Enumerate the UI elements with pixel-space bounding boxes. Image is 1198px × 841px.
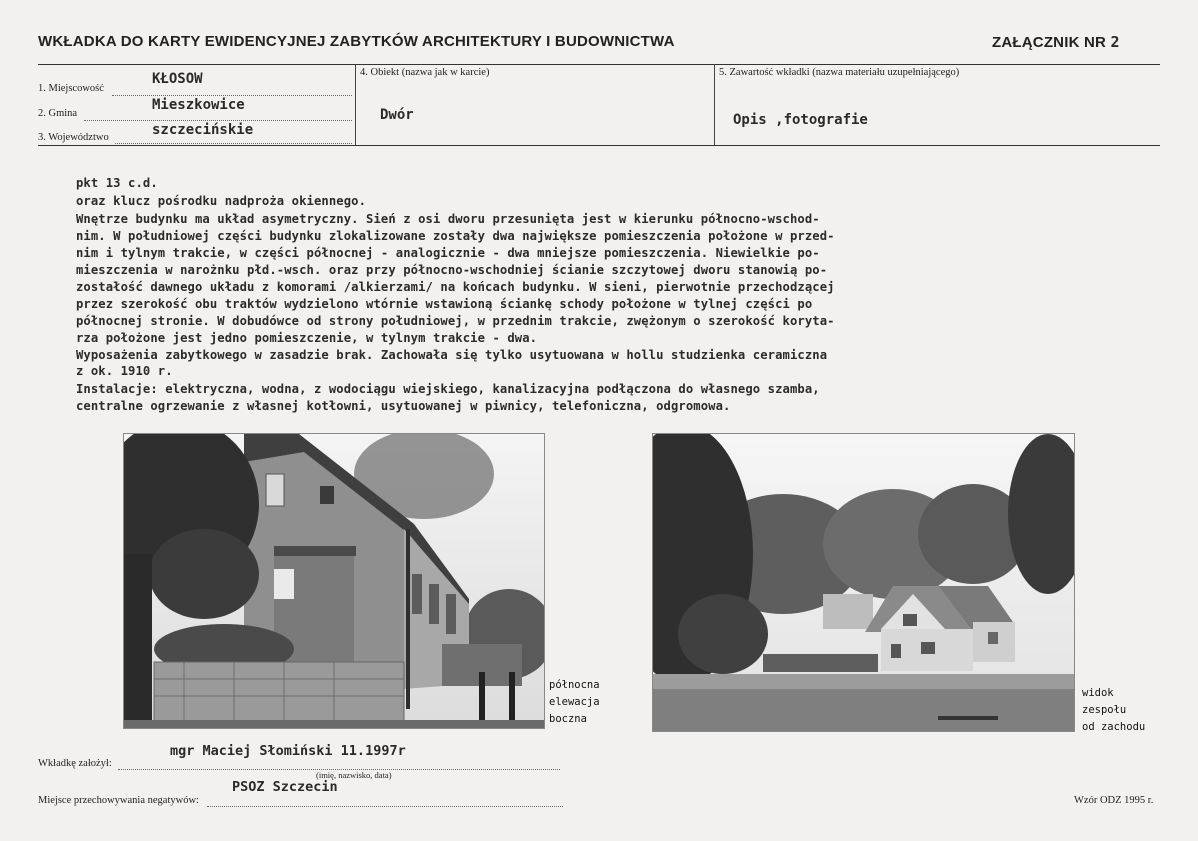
storage-label: Miejsce przechowywania negatywów: xyxy=(38,795,199,806)
body-line: Wnętrze budynku ma układ asymetryczny. Sień z osi dworu przesunięta jest w kierunku północno-wschod- xyxy=(76,212,820,226)
form-reference: Wzór ODZ 1995 r. xyxy=(1074,795,1154,806)
body-line: rza położone jest jedno pomieszczenie, w tylnym trakcie - dwa. xyxy=(76,331,538,345)
caption-line: północna xyxy=(549,679,600,691)
photo-north-elevation-image xyxy=(124,434,544,728)
caption-line: zespołu xyxy=(1082,704,1127,716)
body-line: nim. W południowej części budynku zlokalizowane zostały dwa największe pomieszczenia położone w przed- xyxy=(76,229,835,243)
caption-line: boczna xyxy=(549,713,587,725)
author-hint: (imię, nazwisko, data) xyxy=(316,770,392,780)
wojewodztwo-dotline xyxy=(115,143,352,144)
document-title: WKŁADKA DO KARTY EWIDENCYJNEJ ZABYTKÓW ARCHITEKTURY I BUDOWNICTWA xyxy=(38,33,675,50)
body-line: północnej stronie. W dobudówce od strony południowej, w przednim trakcie, zwężonym o szerokość koryta- xyxy=(76,314,835,328)
form-divider-1 xyxy=(355,64,356,145)
photo-west-caption xyxy=(1082,685,1145,736)
wojewodztwo-value: szczecińskie xyxy=(152,122,254,138)
body-line: oraz klucz pośrodku nadproża okiennego. xyxy=(76,194,367,208)
form-bottom-rule xyxy=(38,145,1160,146)
photo-north-elevation xyxy=(123,433,545,729)
body-line: pkt 13 c.d. xyxy=(76,176,158,190)
obiekt-label: 4. Obiekt (nazwa jak w karcie) xyxy=(360,67,490,78)
attachment-label-text: ZAŁĄCZNIK NR xyxy=(992,34,1107,51)
body-line: nim i tylnym trakcie, w części północnej - analogicznie - dwa mniejsze pomieszczenia. Niewielkie po- xyxy=(76,246,820,260)
form-top-rule xyxy=(38,64,1160,65)
body-line: Instalacje: elektryczna, wodna, z wodociągu wiejskiego, kanalizacyjna podłączona do własnego szamba, xyxy=(76,382,820,396)
miejscowosc-value: KŁOSOW xyxy=(152,71,203,87)
caption-line: elewacja xyxy=(549,696,600,708)
attachment-label xyxy=(992,33,1120,51)
photo-north-caption xyxy=(549,677,600,728)
caption-line: od zachodu xyxy=(1082,721,1146,733)
photo-west-view-image xyxy=(653,434,1074,731)
photo-west-view xyxy=(652,433,1075,732)
body-line: z ok. 1910 r. xyxy=(76,364,173,378)
body-line: mieszczenia w narożnku płd.-wsch. oraz przy północno-wschodniej ścianie szczytowej dworu stanowią po- xyxy=(76,263,828,277)
author-value: mgr Maciej Słomiński 11.1997r xyxy=(170,743,406,759)
zawartosc-label: 5. Zawartość wkładki (nazwa materiału uzupełniającego) xyxy=(719,67,960,78)
author-label: Wkładkę założył: xyxy=(38,758,112,769)
body-line: zostałość dawnego układu z komorami /alkierzami/ na końcach budynku. W sieni, pierwotnie przechodzącej xyxy=(76,280,835,294)
gmina-dotline xyxy=(84,120,352,121)
obiekt-value: Dwór xyxy=(380,107,414,123)
body-line: centralne ogrzewanie z własnej kotłowni, usytuowanej w piwnicy, telefoniczna, odgromowa. xyxy=(76,399,731,413)
body-line: Wyposażenia zabytkowego w zasadzie brak. Zachowała się tylko usytuowana w hollu studzienka ceramiczna xyxy=(76,348,828,362)
miejscowosc-label: 1. Miejscowość xyxy=(38,83,104,94)
form-divider-2 xyxy=(714,64,715,145)
body-line: przez szerokość obu traktów wydzielono wtórnie wstawioną ściankę schody położone w tylnej części po xyxy=(76,297,813,311)
attachment-number: 2 xyxy=(1110,33,1120,51)
storage-dotline xyxy=(207,806,563,807)
wojewodztwo-label: 3. Województwo xyxy=(38,132,109,143)
storage-value: PSOZ Szczecin xyxy=(232,779,338,795)
caption-line: widok xyxy=(1082,687,1114,699)
gmina-value: Mieszkowice xyxy=(152,97,245,113)
zawartosc-value: Opis ,fotografie xyxy=(733,112,868,128)
miejscowosc-dotline xyxy=(112,95,352,96)
gmina-label: 2. Gmina xyxy=(38,108,78,119)
